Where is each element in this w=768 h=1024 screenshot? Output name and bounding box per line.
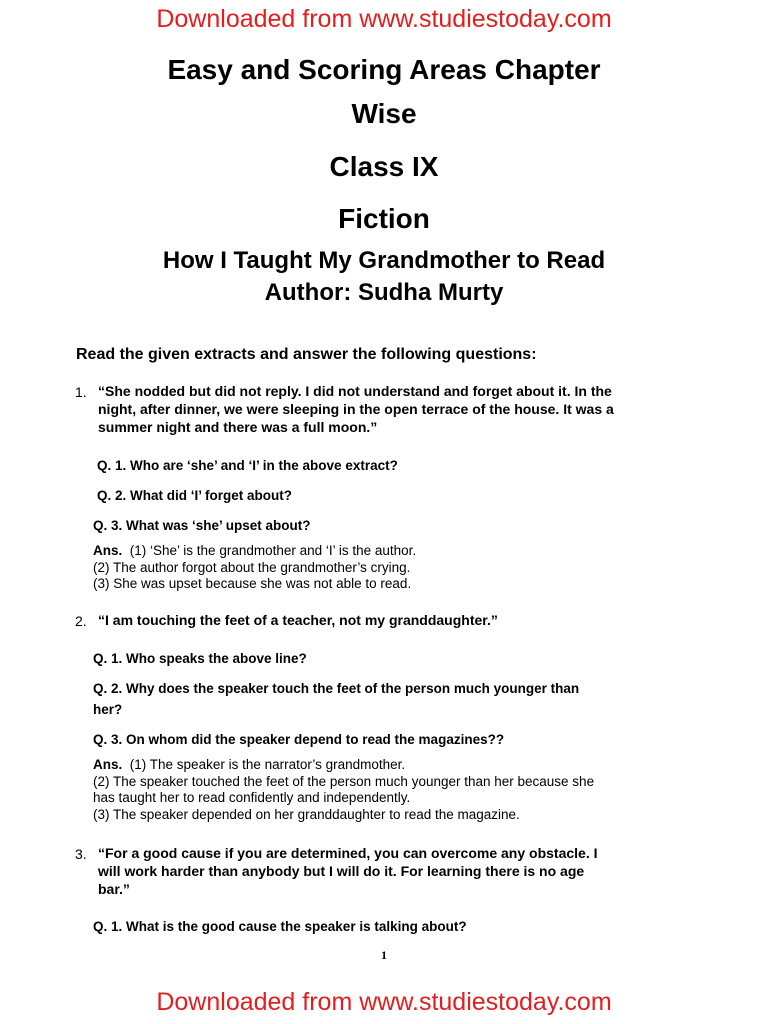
- author-line: Author: Sudha Murty: [264, 279, 504, 306]
- page-title-line1: Easy and Scoring Areas Chapter: [167, 54, 601, 85]
- item-number: 2.: [75, 613, 87, 629]
- question: Q. 3. What was ‘she’ upset about?: [93, 518, 311, 533]
- extract-line: “I am touching the feet of a teacher, not my granddaughter.”: [98, 612, 498, 628]
- answer-line: (2) The author forgot about the grandmother’s crying.: [93, 559, 411, 575]
- question: Q. 1. Who speaks the above line?: [93, 651, 307, 666]
- answer-block: [93, 757, 713, 823]
- item-number: 1.: [75, 384, 87, 400]
- instructions: Read the given extracts and answer the following questions:: [76, 346, 537, 363]
- extract-passage: [98, 611, 698, 629]
- question: Q. 1. Who are ‘she’ and ‘I’ in the above extract?: [97, 458, 398, 473]
- footer-download-banner[interactable]: Downloaded from www.studiestoday.com: [156, 988, 612, 1016]
- answer-block: [93, 543, 713, 593]
- answer-text: (1) The speaker is the narrator’s grandmother.: [129, 757, 406, 772]
- question: Q. 1. What is the good cause the speaker is talking about?: [93, 919, 467, 934]
- question: Q. 3. On whom did the speaker depend to read the magazines??: [93, 732, 505, 747]
- answer-line: (3) The speaker depended on her granddaughter to read the magazine.: [93, 806, 520, 822]
- question: her?: [93, 702, 123, 717]
- extract-passage: [98, 382, 698, 436]
- answer-label: Ans.: [93, 757, 123, 772]
- extract-line: summer night and there was a full moon.”: [98, 419, 378, 435]
- extract-line: “For a good cause if you are determined, you can overcome any obstacle. I: [98, 845, 598, 861]
- page-title-line2: Wise: [351, 98, 417, 129]
- answer-line: [93, 543, 713, 560]
- answer-line: (3) She was upset because she was not able to read.: [93, 576, 412, 591]
- extract-line: will work harder than anybody but I will do it. For learning there is no age: [98, 863, 585, 879]
- extract-line: night, after dinner, we were sleeping in the open terrace of the house. It was a: [98, 401, 614, 417]
- subject-heading: Fiction: [338, 203, 430, 234]
- answer-line: (2) The speaker touched the feet of the person much younger than her because she: [93, 773, 595, 789]
- extract-line: “She nodded but did not reply. I did not understand and forget about it. In the: [98, 383, 612, 399]
- answer-line: has taught her to read confidently and independently.: [93, 790, 411, 805]
- answer-text: (1) ‘She’ is the grandmother and ‘I’ is the author.: [129, 543, 417, 558]
- chapter-title: How I Taught My Grandmother to Read: [162, 247, 606, 274]
- header-download-banner[interactable]: Downloaded from www.studiestoday.com: [156, 5, 612, 33]
- extract-passage: [98, 844, 698, 898]
- extract-line: bar.”: [98, 881, 130, 897]
- answer-label: Ans.: [93, 543, 123, 558]
- class-label: Class IX: [329, 151, 439, 182]
- item-number: 3.: [75, 846, 87, 862]
- page-number: 1: [381, 948, 387, 962]
- answer-line: [93, 757, 713, 774]
- question: Q. 2. What did ‘I’ forget about?: [97, 488, 292, 503]
- question: Q. 2. Why does the speaker touch the feet of the person much younger than: [93, 681, 580, 696]
